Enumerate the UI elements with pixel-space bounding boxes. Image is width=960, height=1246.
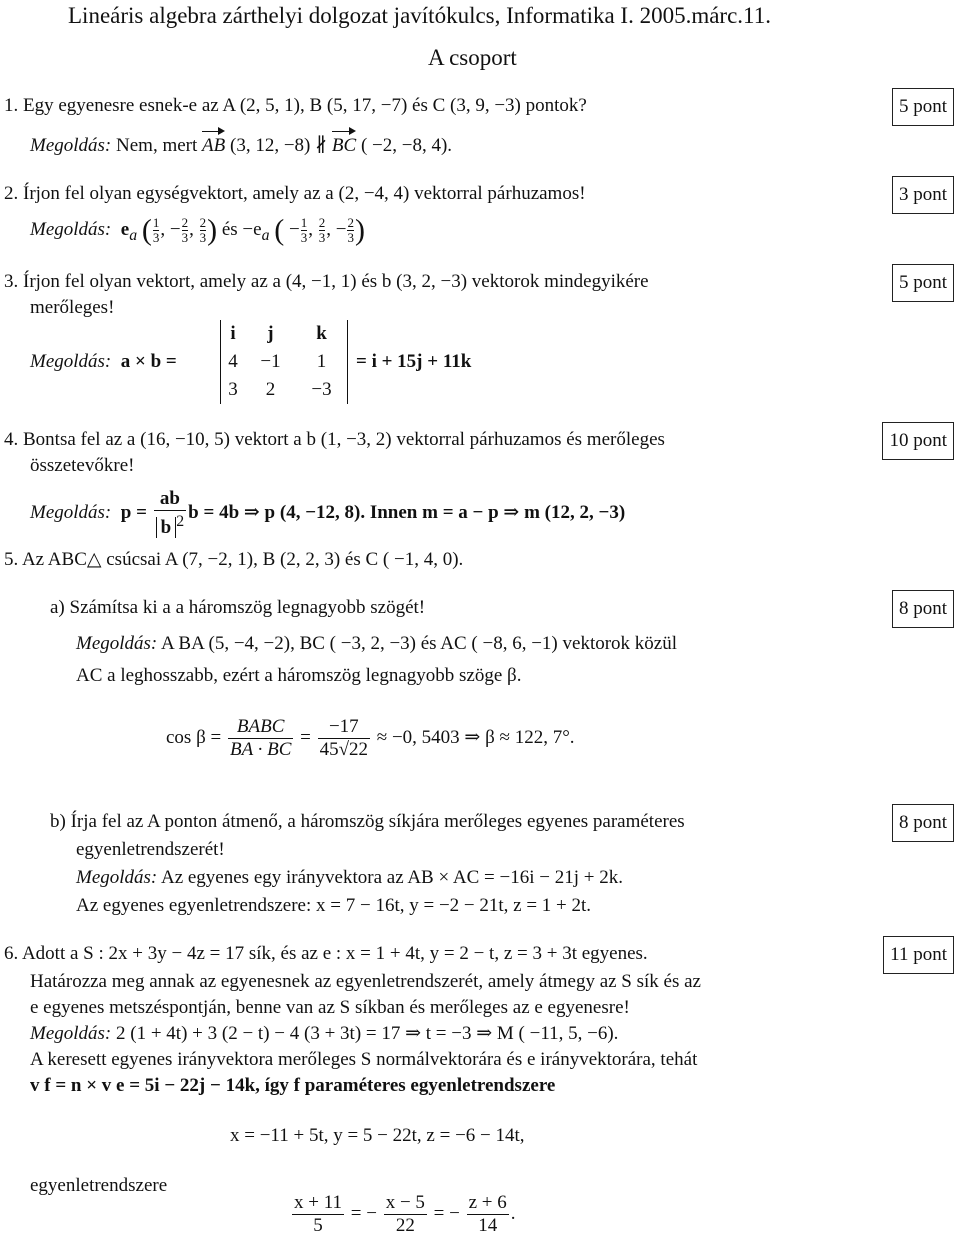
question-4-line-2: összetevőkre! bbox=[30, 455, 135, 476]
question-6-line-3: e egyenes metszéspontján, benne van az S síkban és merőleges az e egyenesre! bbox=[30, 997, 630, 1018]
points-badge-2: 3 pont bbox=[892, 176, 954, 214]
fraction-4: $\frac{1}{3}$ bbox=[300, 215, 308, 246]
question-3-line-2: merőleges! bbox=[30, 297, 115, 318]
unit-vector-e: e bbox=[120, 219, 130, 240]
fraction-2: $\frac{2}{3}$ bbox=[181, 215, 189, 246]
question-1: 1. Egy egyenesre esnek-e az A (2, 5, 1), B (5, 17, −7) és C (3, 9, −3) pontok? bbox=[4, 95, 587, 116]
solution-5b-line-2: Az egyenes egyenletrendszere: x = 7 − 16t, y = −2 − 21t, z = 1 + 2t. bbox=[76, 895, 592, 916]
solution-label: Megoldás: bbox=[30, 219, 112, 240]
solution-6-line-1: Megoldás: 2 (1 + 4t) + 3 (2 − t) − 4 (3 + 3t) = 17 ⇒ t = −3 ⇒ M ( −11, 5, −6). bbox=[30, 1023, 619, 1044]
canonical-fraction-3: $\frac{z + 6}{14}$ bbox=[468, 1192, 507, 1236]
solution-5b-line-1: Megoldás: Az egyenes egy irányvektora az AB × AC = −16i − 21j + 2k. bbox=[76, 867, 623, 888]
fraction-5: $\frac{2}{3}$ bbox=[318, 215, 326, 246]
question-5: 5. Az ABC△ csúcsai A (7, −2, 1), B (2, 2, 3) és C ( −1, 4, 0). bbox=[4, 549, 464, 570]
det-cell: i bbox=[230, 323, 236, 344]
points-badge-5b: 8 pont bbox=[892, 804, 954, 842]
solution-6-line-2: A keresett egyenes irányvektora merőleges S normálvektorára és e irányvektorára, tehát bbox=[30, 1049, 698, 1070]
question-3-line-1: 3. Írjon fel olyan vektort, amely az a (4, −1, 1) és b (3, 2, −3) vektorok mindegyikére bbox=[4, 271, 649, 292]
vector-bc: BC bbox=[331, 135, 357, 156]
canonical-equations: $\frac{x + 11}{5}$ = − $\frac{x - 5}{22}$ = − $\frac{z + 6}{14}$ . bbox=[294, 1192, 516, 1236]
det-cell: 1 bbox=[316, 351, 327, 372]
cosine-fraction-2: $\frac{-17}{45√22}$ bbox=[319, 716, 369, 760]
solution-label: Megoldás: bbox=[30, 351, 112, 372]
question-4-line-1: 4. Bontsa fel az a (16, −10, 5) vektort a b (1, −3, 2) vektorral párhuzamos és merőleges bbox=[4, 429, 665, 450]
question-5b-line-2: egyenletrendszerét! bbox=[76, 839, 225, 860]
vector-ab-coords: (3, 12, −8) bbox=[230, 135, 311, 156]
det-cell: −3 bbox=[311, 379, 332, 400]
points-badge-5a: 8 pont bbox=[892, 590, 954, 628]
document-title: Lineáris algebra zárthelyi dolgozat javítókulcs, Informatika I. 2005.márc.11. bbox=[68, 3, 771, 28]
fraction-1: $\frac{1}{3}$ bbox=[152, 215, 160, 246]
points-badge-4: 10 pont bbox=[882, 422, 954, 460]
canonical-equations-label: egyenletrendszere bbox=[30, 1175, 168, 1196]
solution-2-and: és −e bbox=[221, 219, 262, 240]
det-cell: k bbox=[316, 323, 327, 344]
det-cell: 4 bbox=[228, 351, 238, 372]
canonical-fraction-1: $\frac{x + 11}{5}$ bbox=[294, 1192, 343, 1236]
solution-label: Megoldás: bbox=[30, 1023, 112, 1044]
unit-vector-subscript: a bbox=[129, 226, 138, 244]
not-parallel-symbol: ∦ bbox=[315, 135, 328, 156]
cross-product-result: = i + 15j + 11k bbox=[356, 351, 472, 372]
group-label: A csoport bbox=[428, 45, 517, 70]
solution-1-prefix: Nem, mert bbox=[116, 135, 198, 156]
det-cell: 2 bbox=[265, 379, 276, 400]
points-badge-3: 5 pont bbox=[892, 264, 954, 302]
cosine-fraction-1: $\frac{\text{BABC}}{BA \cdot BC}$ bbox=[229, 716, 292, 760]
projection-fraction: $\frac{ab}{b ^2}$ bbox=[154, 488, 187, 539]
solution-2: Megoldás: $e_a$ ( $\frac{1}{3}$ , − $\frac{2}{3}$ , $\frac{2}{3}$ ) és $-e_a$ ( − $\frac{1}{3}$ , $\frac{2}{3}$ , − $\frac{2}{3}$ ) bbox=[30, 213, 365, 247]
solution-label: Megoldás: bbox=[30, 135, 112, 156]
question-2: 2. Írjon fel olyan egységvektort, amely az a (2, −4, 4) vektorral párhuzamos! bbox=[4, 183, 586, 204]
solution-4: Megoldás: p = $\frac{ab}{b ^2}$ b = 4b ⇒ p (4, −12, 8). Innen m = a − p ⇒ m (12, 2, −3) bbox=[30, 488, 626, 539]
points-badge-6: 11 pont bbox=[883, 936, 954, 974]
parametric-equations: x = −11 + 5t, y = 5 − 22t, z = −6 − 14t, bbox=[230, 1125, 525, 1146]
solution-4-rest: b = 4b ⇒ p (4, −12, 8). Innen m = a − p ⇒ m (12, 2, −3) bbox=[188, 502, 626, 524]
solution-5a-line-1: Megoldás: A BA (5, −4, −2), BC ( −3, 2, −3) és AC ( −8, 6, −1) vektorok közül bbox=[76, 633, 678, 654]
solution-3-lhs bbox=[30, 350, 177, 374]
det-cell: j bbox=[267, 323, 274, 344]
det-cell: −1 bbox=[260, 351, 281, 372]
fraction-6: $\frac{2}{3}$ bbox=[347, 215, 354, 246]
solution-label: Megoldás: bbox=[76, 867, 158, 888]
determinant-matrix bbox=[220, 320, 348, 404]
solution-label: Megoldás: bbox=[76, 633, 158, 654]
solution-label: Megoldás: bbox=[30, 502, 112, 524]
question-6-line-1: 6. Adott a S : 2x + 3y − 4z = 17 sík, és az e : x = 1 + 4t, y = 2 − t, z = 3 + 3t egyenes. bbox=[4, 943, 648, 964]
question-5b-line-1: b) Írja fel az A ponton átmenő, a háromszög síkjára merőleges egyenes paraméteres bbox=[50, 811, 685, 832]
question-6-line-2: Határozza meg annak az egyenesnek az egyenletrendszerét, amely átmegy az S sík és az bbox=[30, 971, 701, 992]
cosine-formula: cos β = $\frac{\text{BABC}}{BA \cdot BC}$ = $\frac{-17}{45√22}$ ≈ −0, 5403 ⇒ β ≈ 122, 7°. bbox=[166, 716, 575, 760]
solution-1 bbox=[30, 134, 452, 158]
cross-product-lhs: a × b = bbox=[120, 351, 177, 372]
vector-ab: AB bbox=[202, 135, 226, 156]
fraction-3: $\frac{2}{3}$ bbox=[199, 215, 207, 246]
canonical-fraction-2: $\frac{x - 5}{22}$ bbox=[385, 1192, 425, 1236]
vector-bc-coords: ( −2, −8, 4). bbox=[360, 135, 453, 156]
question-5a: a) Számítsa ki a a háromszög legnagyobb szögét! bbox=[50, 597, 426, 618]
points-badge-1: 5 pont bbox=[892, 88, 954, 126]
det-cell: 3 bbox=[228, 379, 238, 400]
solution-6-line-3: v f = n × v e = 5i − 22j − 14k, így f paraméteres egyenletrendszere bbox=[30, 1075, 556, 1096]
solution-5a-line-2: AC a leghosszabb, ezért a háromszög legnagyobb szöge β. bbox=[76, 665, 522, 686]
